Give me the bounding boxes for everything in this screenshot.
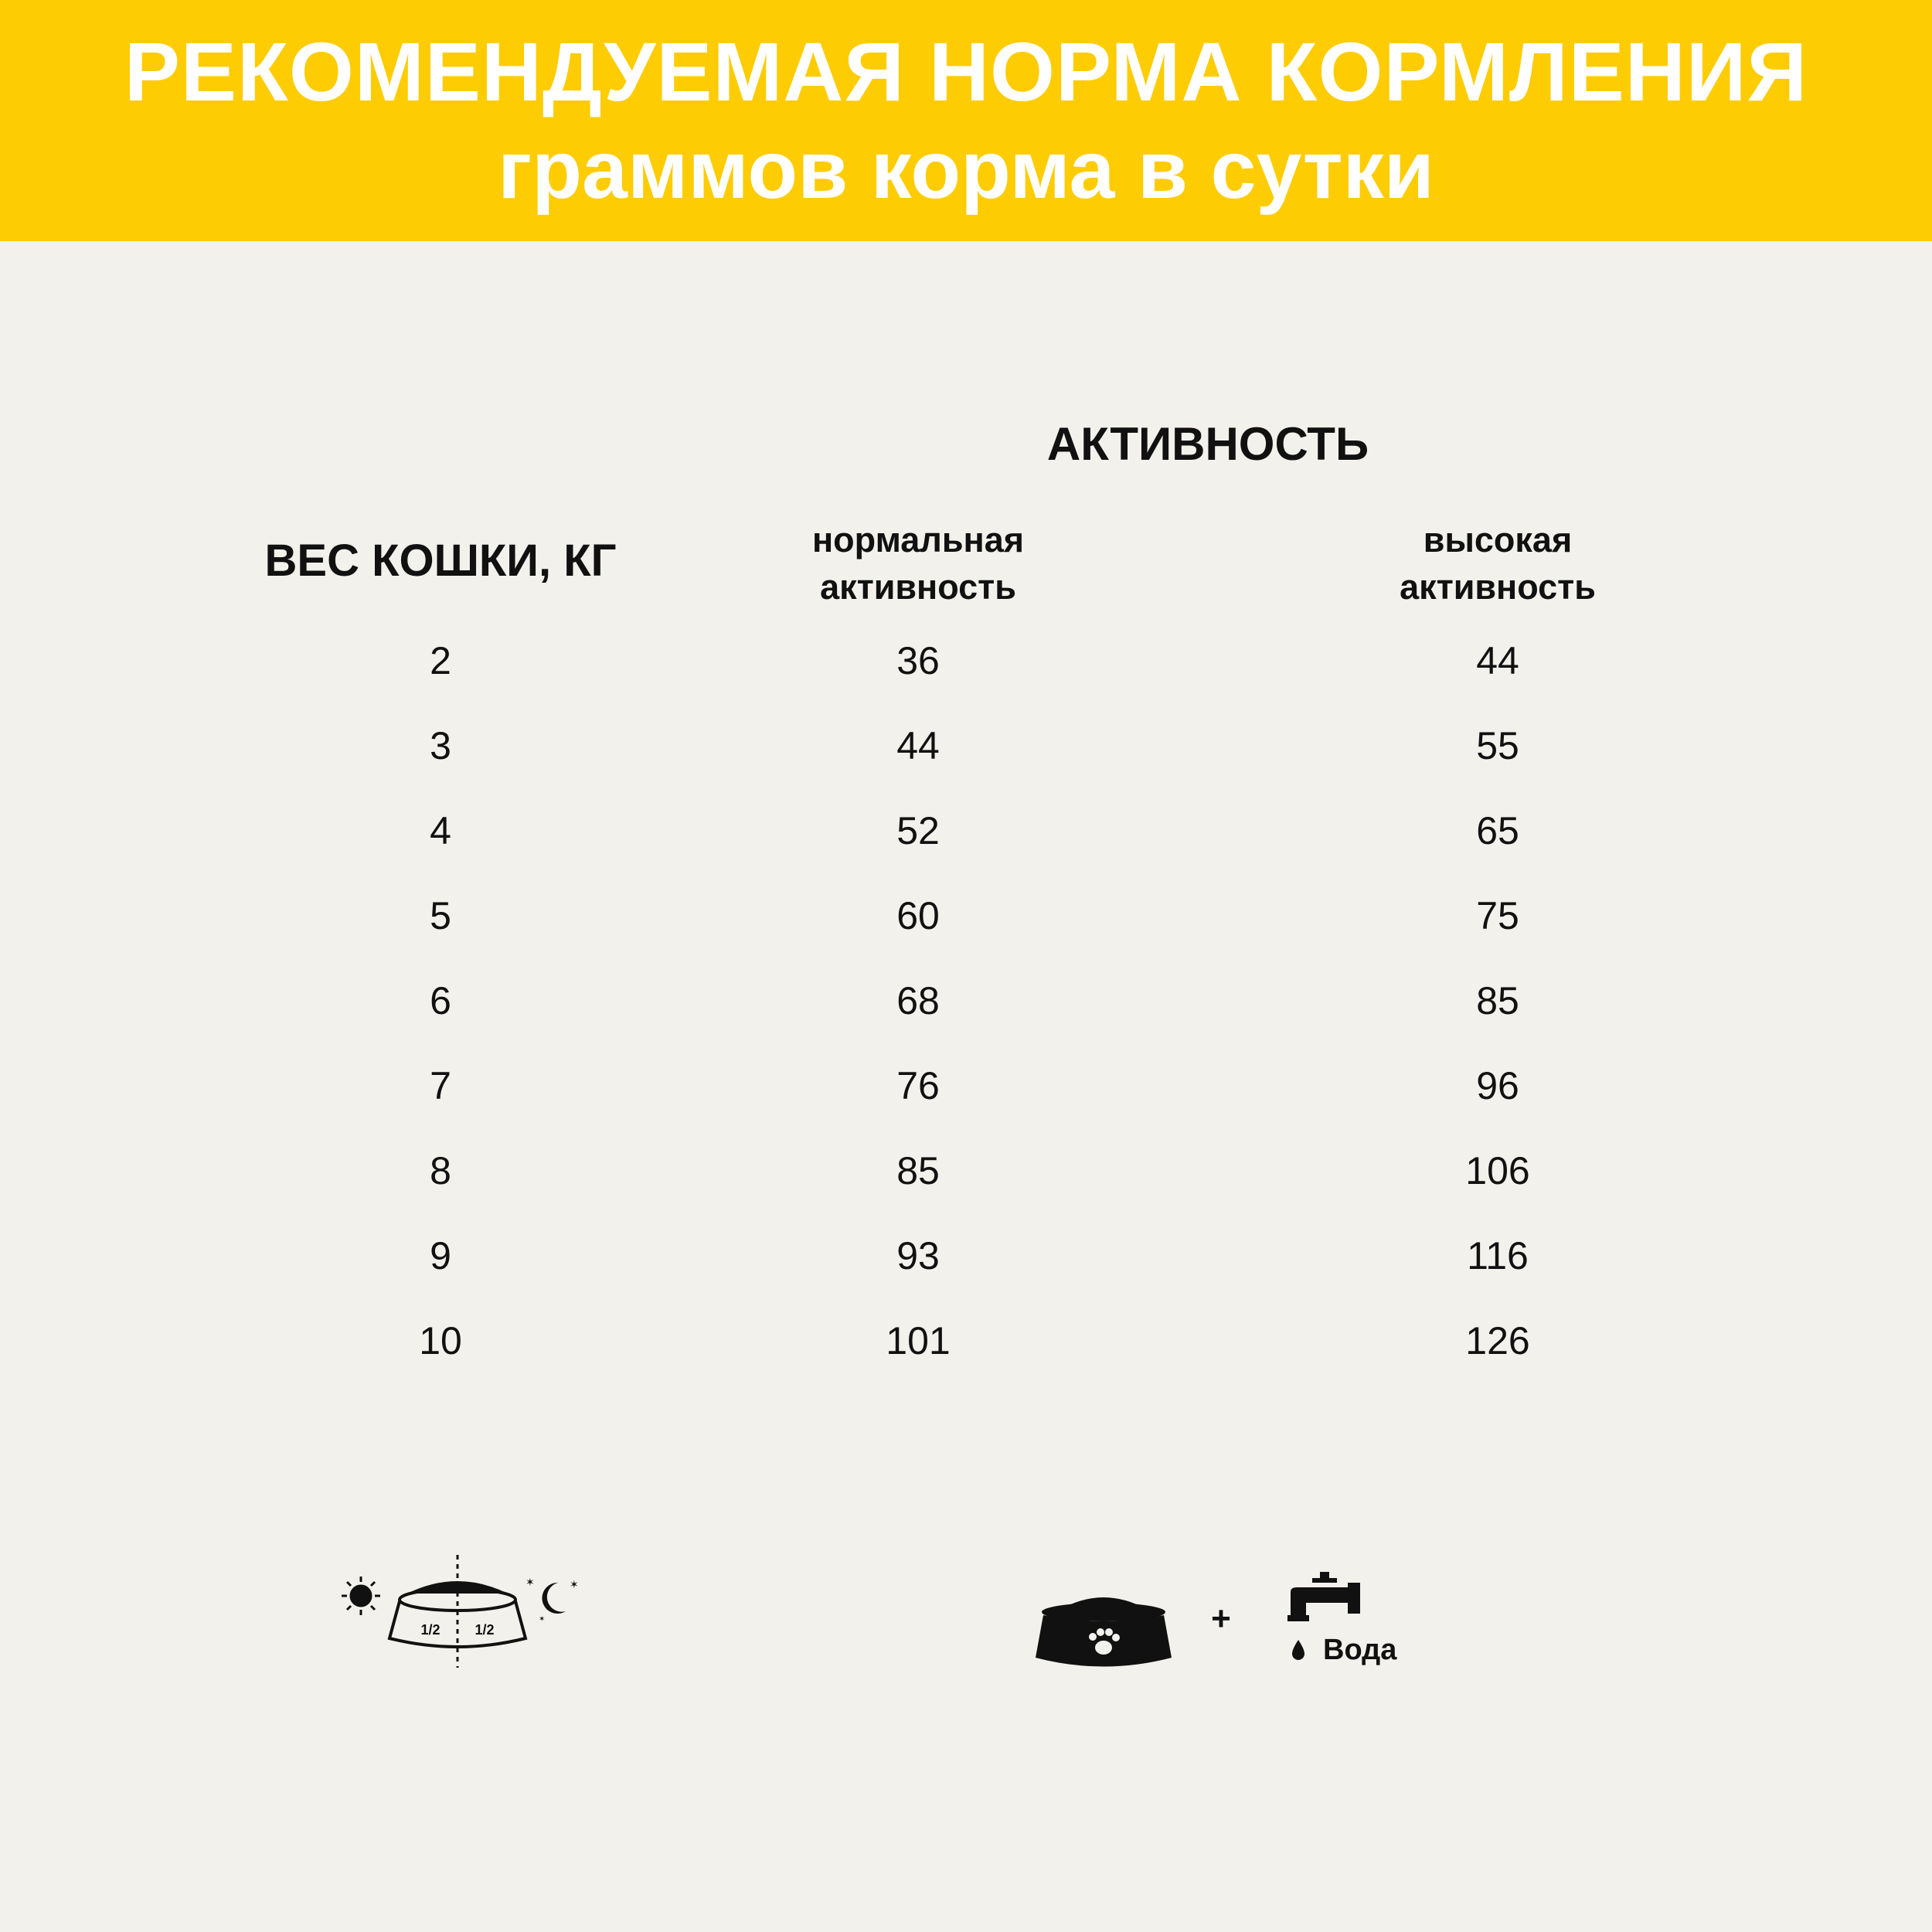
high-activity-header-line2: активность [1400,567,1596,607]
sun-bowl-moon-icon [334,1553,581,1669]
header-banner [0,0,1932,241]
high-activity-cell: 126 [1465,1319,1530,1362]
moon-icon [526,1577,579,1624]
table-row [0,974,1932,1059]
table-row [0,1144,1932,1229]
svg-text:✶: ✶ [526,1577,535,1589]
table-row [0,889,1932,974]
svg-text:✶: ✶ [539,1615,546,1624]
normal-activity-header [725,516,1111,611]
high-activity-cell: 55 [1476,724,1519,767]
page-subtitle: граммов корма в сутки [498,124,1434,216]
water-label: Вода [1323,1634,1397,1666]
half-label-right: 1/2 [474,1622,495,1638]
normal-activity-cell: 36 [896,639,940,682]
weight-column-header: ВЕС КОШКИ, КГ [264,536,617,586]
table-row [0,1059,1932,1144]
normal-activity-cell: 76 [896,1064,940,1107]
weight-cell: 9 [430,1234,451,1277]
weight-cell: 10 [419,1319,462,1362]
weight-cell: 5 [430,894,451,937]
table-row [0,1229,1932,1314]
activity-group-header: АКТИВНОСТЬ [1046,418,1369,470]
high-activity-cell: 85 [1476,979,1519,1022]
high-activity-cell: 75 [1476,894,1519,937]
normal-activity-cell: 44 [896,724,940,767]
normal-activity-cell: 85 [896,1149,940,1192]
food-bowl-paw-icon [1034,1584,1173,1669]
weight-cell: 6 [430,979,451,1022]
plus-sign: + [1211,1600,1231,1638]
normal-activity-cell: 93 [896,1234,940,1277]
table-row [0,804,1932,889]
split-bowl-icon [389,1555,526,1668]
weight-cell: 2 [430,639,451,682]
high-activity-cell: 116 [1467,1234,1529,1277]
weight-cell: 8 [430,1149,451,1192]
normal-activity-header-line2: активность [820,567,1016,607]
high-activity-cell: 44 [1476,639,1519,682]
sun-icon [342,1577,380,1615]
high-activity-header-line1: высокая [1423,520,1573,560]
table-row [0,719,1932,804]
svg-text:✶: ✶ [570,1579,579,1591]
weight-cell: 7 [430,1064,451,1107]
weight-cell: 3 [430,724,451,767]
normal-activity-cell: 101 [886,1319,951,1362]
page-title: РЕКОМЕНДУЕМАЯ НОРМА КОРМЛЕНИЯ [124,24,1808,118]
table-row [0,1314,1932,1399]
normal-activity-cell: 68 [896,979,940,1022]
table-row [0,634,1932,719]
high-activity-cell: 106 [1465,1149,1530,1192]
weight-cell: 4 [430,809,451,852]
water-drop-icon [1292,1640,1304,1660]
high-activity-header [1304,516,1691,611]
high-activity-cell: 96 [1476,1064,1519,1107]
normal-activity-header-line1: нормальная [812,520,1024,560]
feeding-table-body [0,634,1932,1399]
normal-activity-cell: 60 [896,894,940,937]
high-activity-cell: 65 [1476,809,1519,852]
half-label-left: 1/2 [420,1622,440,1638]
normal-activity-cell: 52 [896,809,940,852]
